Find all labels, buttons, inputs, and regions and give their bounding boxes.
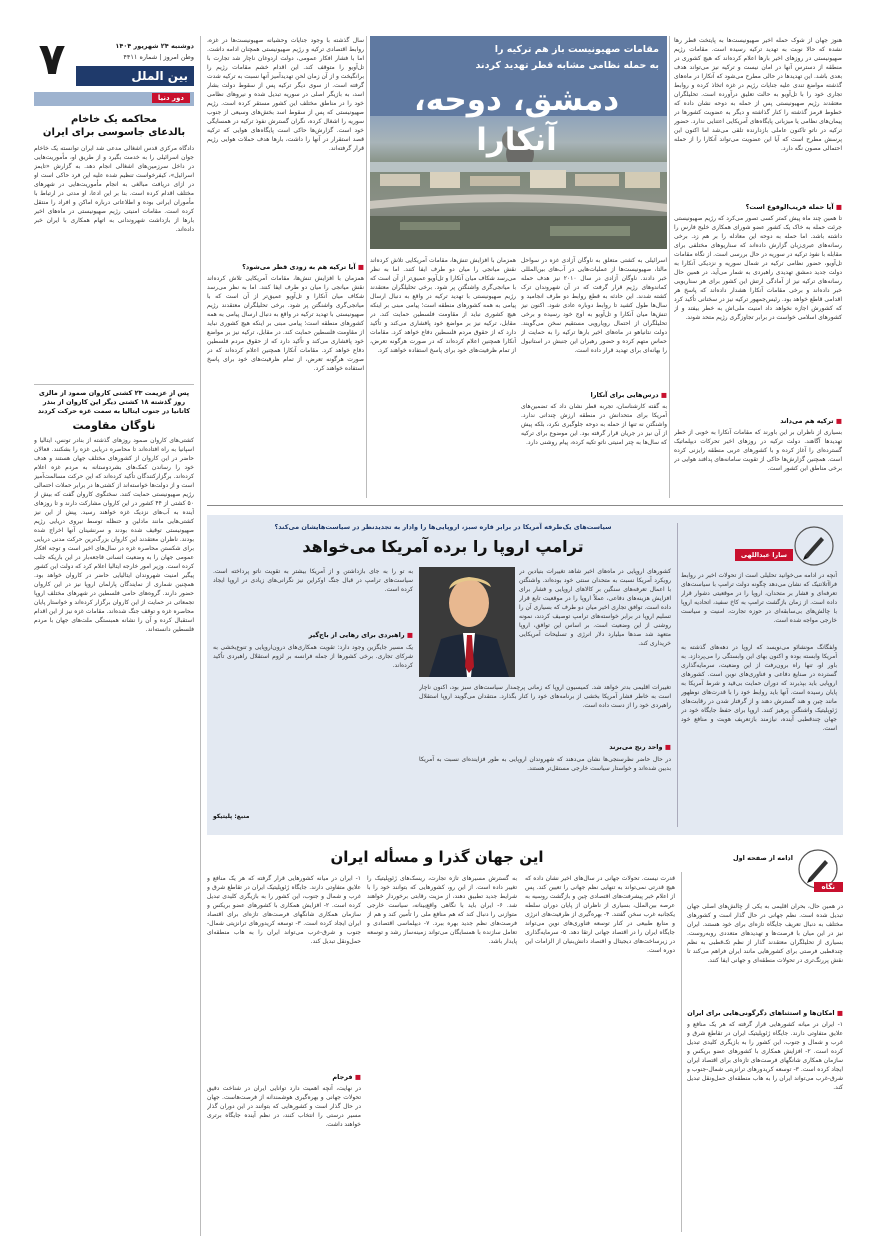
left-title-3: ناوگان مقاومت	[72, 419, 156, 432]
lead-body-mid-b: همزمان با افزایش تنش‌ها، مقامات آمریکایی تلاش کرده‌اند نقش میانجی را میان دو طرف ایفا کنند. اما به نظر می‌رسد شکاف میان آنکارا و تل‌آویو عمیق‌تر از آن است که با میانجی‌گری واشنگتن پر شود. برخی تحلیلگران معتقدند رژیم صهیونیستی با تهدید ترکیه در واقع به دنبال ارسال پیامی به همه کشورهای منطقه است؛ پیامی مبنی بر اینکه هیچ کشوری نباید از مقاومت فلسطین حمایت کند. در مقابل، ترکیه نیز بر مواضع خود پافشاری می‌کند و تأکید دارد که از حقوق مردم فلسطین دفاع خواهد کرد. مقامات آنکارا همچنین اعلام کرده‌اند که در صورت هرگونه تعرض، از تمام ظرفیت‌های خود برای پاسخ استفاده خواهند کرد.	[370, 257, 516, 354]
trump-col-mid-2: در حال حاضر نظرسنجی‌ها نشان می‌دهند که شهروندان اروپایی به طور فزاینده‌ای نسبت به آمریکا بدبین شده‌اند و خواستار سیاست خارجی مستقل‌تر هستند.	[419, 756, 671, 772]
lead-right-column	[674, 36, 842, 498]
lead-headline: دمشق، دوحه، آنکارا	[413, 82, 620, 158]
trump-col-right: کشورهای اروپایی در ماه‌های اخیر شاهد تغییرات بنیادین در رویکرد آمریکا نسبت به متحدان سنتی خود بوده‌اند. واشنگتن با اعمال تعرفه‌های سنگین بر کالاهای اروپایی و فشار برای افزایش هزینه‌های دفاعی، عملاً اروپا را در موقعیت تابع قرار داده است. توافق تجاری اخیر میان دو طرف که بسیاری آن را تسلیم اروپا در برابر خواسته‌های ترامپ توصیف کردند، نمونه روشنی از این وضعیت است. بر اساس این توافق، اروپا متعهد شد صدها میلیارد دلار انرژی و تسلیحات آمریکایی خریداری کند.	[519, 568, 671, 647]
section-tag: دور دنیا	[152, 93, 190, 103]
third-tag-text: نگاه	[821, 883, 835, 891]
third-subhead-2: ■ فرجام	[332, 1073, 361, 1081]
lead-body-mid: اسرائیلی به کشتی متعلق به ناوگان آزادی غزه در سواحل مالتا، صهیونیست‌ها از عملیات‌هایی در آب‌های بین‌المللی خبر دادند. ناوگان آزادی در سال ۲۰۱۰ نیز هدف حمله کماندوهای رژیم قرار گرفت که در آن شهروندان ترک کشته شدند. این حادثه به قطع روابط دو طرف انجامید و سال‌ها طول کشید تا روابط دوباره عادی شود. اکنون نیز تنش‌ها میان آنکارا و تل‌آویو به اوج خود رسیده و برخی تحلیلگران از احتمال رویارویی مستقیم سخن می‌گویند. دولت نتانیاهو در ماه‌های اخیر بارها ترکیه را به حمایت از حماس متهم کرده و حضور رهبران این جنبش در استانبول را بهانه‌ای برای تهدید قرار داده است.	[521, 257, 667, 354]
left-title-1b: بالدعای جاسوسی برای ایران	[42, 127, 186, 138]
lead-subhead-1: ■ آیا حمله قریب‌الوقوع است؟	[745, 203, 842, 211]
lead-body-left: سال گذشته با وجود جنایات وحشیانه صهیونیست‌ها در غزه، روابط اقتصادی ترکیه و رژیم صهیونیستی همچنان ادامه داشت. اما با فشار افکار عمومی، دولت اردوغان ناچار شد تجارت با تل‌آویو را متوقف کند. این اقدام خشم مقامات رژیم را برانگیخت و از آن زمان لحن تهدیدآمیز آنها نسبت به ترکیه شدت گرفته است. از سوی دیگر ترکیه پس از سقوط دولت بشار اسد، به بازیگر اصلی در سوریه تبدیل شده و نیروهای نظامی خود را در مناطق مختلف این کشور مستقر کرده است. رژیم صهیونیستی که پس از سقوط اسد بخش‌های وسیعی از جنوب سوریه را اشغال کرده، نگران گسترش نفوذ ترکیه در همسایگی خود است. گزارش‌ها حاکی است پایگاه‌های هوایی که ترکیه قصد استقرار در آنها را داشت، بارها هدف حملات هوایی رژیم قرار گرفته‌اند.	[207, 37, 364, 152]
section-tag-bar	[34, 92, 194, 106]
lead-kicker-1: مقامات صهیونیست باز هم ترکیه را	[494, 44, 659, 55]
date-line: دوشنبه ۲۴ شهریور ۱۴۰۴	[115, 42, 194, 50]
trump-subhead-2-text: راهبردی برای رهایی از باج‌گیر	[308, 631, 405, 639]
third-col-left-2: در نهایت، آنچه اهمیت دارد توانایی ایران در شناخت دقیق تحولات جهانی و بهره‌گیری هوشمندانه از فرصت‌هاست. جهان در حال گذار است و کشورهایی که بتوانند در این دوران گذار مسیر درستی را انتخاب کنند، در نظم آینده جایگاه برتری خواهند داشت.	[207, 1085, 361, 1128]
third-col-mid: قدرت نیست. تحولات جهانی در سال‌های اخیر نشان داده که هیچ قدرتی نمی‌تواند به تنهایی نظم جهانی را تعیین کند. پس از اعلام خبر پیشرفت‌های اقتصادی چین و بازگشت روسیه به عرصه بین‌الملل، بسیاری از ناظران از پایان دوران سلطه یکجانبه غرب سخن گفتند. ۴- بهره‌گیری از ظرفیت‌های انرژی و منابع طبیعی در کنار توسعه فناوری‌های نوین می‌تواند جایگاه ایران را در اقتصاد جهانی ارتقا دهد. ۵- سرمایه‌گذاری در زیرساخت‌های دیجیتال و اقتصاد دانش‌بنیان از الزامات این دوره است.	[525, 875, 675, 954]
left-title-2: پس از عزیمت ۲۳ کشتی کاروان صمود از مالزی روز گذشته ۱۸ کشتی دیگر این کاروان از بنذر کاتانیا در جنوب ایتالیا به سمت غزه حرکت کردند	[37, 389, 191, 415]
trump-col-left-2: یک مسیر جایگزین وجود دارد: تقویت همکاری‌های درون‌اروپایی و تنوع‌بخشی به شرکای تجاری. برخی کشورها از جمله فرانسه بر لزوم استقلال راهبردی تأکید کرده‌اند.	[213, 644, 413, 669]
trump-headline: ترامپ اروپا را برده آمریکا می‌خواهد	[302, 537, 584, 556]
trump-col-left: به تو را به جای بازداشتن و از آمریکا بیشتر به تقویت ناتو پرداخته است. سیاست‌های ترامپ در قبال جنگ اوکراین نیز نگرانی‌های زیادی در اروپا ایجاد کرده است.	[213, 568, 413, 593]
author-name: سارا عبداللهی	[740, 551, 787, 559]
lead-subhead-3-text: درس‌هایی برای آنکارا	[590, 391, 659, 399]
trump-portrait-image	[419, 567, 515, 677]
lead-body-left-2: همزمان با افزایش تنش‌ها، مقامات آمریکایی تلاش کرده‌اند نقش میانجی را میان دو طرف ایفا کنند. اما به نظر می‌رسد شکاف میان آنکارا و تل‌آویو عمیق‌تر از آن است که با میانجی‌گری واشنگتن پر شود. برخی تحلیلگران معتقدند رژیم صهیونیستی با تهدید ترکیه در واقع به دنبال ارسال پیامی به همه کشورهای منطقه است؛ پیامی مبنی بر اینکه هیچ کشوری نباید از مقاومت فلسطین حمایت کند. در مقابل، ترکیه نیز بر مواضع خود پافشاری می‌کند و تأکید دارد که از حقوق مردم فلسطین دفاع خواهد کرد. مقامات آنکارا همچنین اعلام کرده‌اند که در صورت هرگونه تعرض، از تمام ظرفیت‌های خود برای پاسخ استفاده خواهند کرد.	[207, 275, 364, 372]
lead-left-column	[207, 36, 364, 498]
left-title-1a: محاکمه یک خاخام	[71, 114, 157, 125]
third-subhead-1-text: امکان‌ها و استثناهای دگرگونی‌هایی برای ایران	[687, 1009, 835, 1017]
third-right-column	[687, 902, 843, 1232]
third-col-left-a	[207, 874, 361, 1070]
third-subhead-2-text: فرجام	[332, 1073, 353, 1081]
trump-story	[207, 515, 843, 835]
third-columnist: ادامه از صفحه اول	[732, 854, 793, 862]
lead-subhead-2: ■ ترکیه هم می‌داند	[780, 417, 842, 425]
third-subhead-1: ■ امکان‌ها و استثناهای دگرگونی‌هایی برای ایران	[687, 1009, 843, 1017]
paper-name-box	[76, 66, 194, 86]
third-headline: این جهان گذرا و مسأله ایران	[330, 848, 544, 866]
third-left-column	[207, 874, 361, 1230]
third-tag	[814, 882, 843, 892]
lead-subhead-1-text: آیا حمله قریب‌الوقوع است؟	[745, 203, 834, 211]
left-body-1: دادگاه مرکزی قدس اشغالی مدعی شد ایران توانسته یک خاخام جوان اسرائیلی را به خدمت بگیرد و از طریق او، مأموریت‌هایی در داخل سرزمین‌های اشغالی انجام دهد. به گزارش «تایمز اسرائیل»، کیفرخواست تنظیم شده علیه این فرد حاکی است او در ازای دریافت مبالغی به انجام مأموریت‌هایی در شهرهای مختلف اقدام کرده است. بنا بر این ادعا، او مدتی در ارتباط با مأموران ایرانی بوده و اطلاعاتی درباره اماکن و افراد را منتقل کرده است. مقامات امنیتی رژیم صهیونیستی در ماه‌های اخیر بارها از بازداشت شهروندانی به اتهام همکاری با ایران خبر داده‌اند.	[34, 145, 194, 233]
trump-kicker: سیاست‌های یک‌طرفه آمریکا در برابر قاره سبز، اروپایی‌ها را وادار به تجدیدنظر در سیاست‌هایشان می‌کند؟	[274, 523, 612, 531]
issue-line: وطن امروز | شماره ۴۴۱۱	[123, 53, 194, 61]
lead-subhead-2-text: ترکیه هم می‌داند	[780, 417, 834, 425]
left-column	[34, 36, 194, 1236]
lead-subhead-4: ■ آیا ترکیه هم به زودی قطر می‌شود؟	[242, 263, 364, 271]
author-box	[681, 523, 837, 823]
trump-photo	[419, 567, 515, 677]
author-header	[681, 523, 837, 571]
page-number: ۷	[38, 34, 66, 85]
lead-body-right-2: تا همین چند ماه پیش کمتر کسی تصور می‌کرد که رژیم صهیونیستی جرئت حمله به خاک یک کشور عضو شورای همکاری خلیج فارس را داشته باشد. اما حمله به دوحه این معادله را بر هم زد. برخی رسانه‌های عبری‌زبان گزارش داده‌اند که سناریوهای مختلفی برای مقابله با نفوذ ترکیه در سوریه در حال بررسی است. از نگاه مقامات تل‌آویو، حضور نظامی ترکیه در شمال سوریه و نزدیکی آنکارا به دولت جدید دمشق تهدیدی راهبردی به شمار می‌آید. در همین حال رسانه‌های ترکیه نیز از آمادگی ارتش این کشور برای هر سناریویی خبر داده‌اند و برخی مقامات آنکارا هشدار داده‌اند که پاسخ هر اقدامی قاطع خواهد بود. رئیس‌جمهور ترکیه نیز در سخنانی تأکید کرد که کشورش اجازه نخواهد داد امنیت ملی‌اش به خطر بیفتد و از کشورهای اسلامی خواست در برابر تجاوزگری رژیم متحد شوند.	[674, 215, 842, 321]
lead-mid-column	[521, 256, 667, 498]
author-intro: آنچه در ادامه می‌خوانید تحلیلی است از تحولات اخیر در روابط فراآتلانتیک که نشان می‌دهد چگونه دولت ترامپ با سیاست‌های تعرفه‌ای و فشار بر متحدان، اروپا را در موقعیتی دشوار قرار داده است. از زمان بازگشت ترامپ به کاخ سفید، اتحادیه اروپا با چالش‌های بی‌سابقه‌ای در حوزه تجارت، امنیت و سیاست خارجی مواجه شده است.	[681, 572, 837, 624]
lead-body-right-3: بسیاری از ناظران بر این باورند که مقامات آنکارا به خوبی از خطر تهدیدها آگاهند. دولت ترکیه در روزهای اخیر تحرکات دیپلماتیک گسترده‌ای را آغاز کرده و با کشورهای عربی منطقه رایزنی کرده است. همچنین گزارش‌ها حاکی از تقویت سامانه‌های پدافند هوایی در برخی مناطق این کشور است.	[674, 429, 842, 472]
lead-body-mid-2: به گفته کارشناسان، تجربه قطر نشان داد که تضمین‌های آمریکا برای متحدانش در منطقه ارزش چندانی ندارد. واشنگتن نه تنها از حمله به دوحه جلوگیری نکرد، بلکه پیش از آن نیز در جریان قرار گرفته بود. این موضوع برای ترکیه که سال‌ها به چتر امنیتی ناتو تکیه کرده، پیام روشنی دارد.	[521, 403, 667, 446]
lead-subhead-3: ■ درس‌هایی برای آنکارا	[590, 391, 667, 399]
lead-subhead-4-text: آیا ترکیه هم به زودی قطر می‌شود؟	[242, 263, 356, 271]
trump-subhead-2: ■ راهبردی برای رهایی از باج‌گیر	[308, 631, 413, 639]
trump-col-far: ولفگانگ مونشائو می‌نویسد که اروپا در دهه‌های گذشته به آمریکا وابسته بوده و اکنون بهای این وابستگی را می‌پردازد. به باور او، تنها راه برون‌رفت از این وضعیت، سرمایه‌گذاری گسترده در صنایع دفاعی و فناوری‌های نوین است. کشورهای اروپایی باید بپذیرند که دوران حمایت بی‌قید و شرط آمریکا به پایان رسیده است. آنها باید روابط خود را با قدرت‌های نوظهور مانند چین و هند گسترش دهند و از گرفتار شدن در رقابت‌های ژئوپلیتیک واشنگتن پرهیز کنند. اروپا برای حفظ جایگاه خود در جهان چندقطبی آینده، نیازمند بازتعریف هویت و منافع خود است.	[681, 644, 837, 732]
third-col-left-a-text: ۱- ایران در میانه کشورهایی قرار گرفته که هر یک منافع و علایق متفاوتی دارند. جایگاه ژئوپلیتیک ایران در تقاطع شرق و غرب و شمال و جنوب، این کشور را به بازیگری کلیدی تبدیل کرده است. ۲- افزایش همکاری با کشورهای عضو بریکس و سازمان همکاری شانگهای فرصت‌های تازه‌ای برای اقتصاد ایران ایجاد کرده است. ۳- توسعه کریدورهای ترانزیتی شمال-جنوب و شرق-غرب می‌تواند ایران را به هاب منطقه‌ای حمل‌ونقل تبدیل کند.	[207, 875, 361, 945]
trump-subhead-1: ■ واحد رنج می‌برند	[609, 743, 671, 751]
left-body-2: کشتی‌های کاروان صمود روزهای گذشته از بنادر تونس، ایتالیا و اسپانیا به راه افتاده‌اند تا محاصره دریایی غزه را بشکنند. فعالان حاضر در این کاروان از کشورهای مختلف جهان هستند و هدف خود را رساندن کمک‌های بشردوستانه به مردم غزه اعلام کرده‌اند. برگزارکنندگان تأکید کرده‌اند که این حرکت مسالمت‌آمیز است و از دولت‌ها خواسته‌اند از کشتی‌ها در برابر حملات احتمالی رژیم صهیونیستی حمایت کنند. سخنگوی کاروان گفت که بیش از ۵۰ کشتی از ۴۴ کشور در این کاروان مشارکت دارند و تا روزهای آینده به آب‌های نزدیک غزه خواهند رسید. پیش از این نیز کشتی‌هایی مانند مادلین و حنظله توسط نیروی دریایی رژیم صهیونیستی توقیف شده بودند و سرنشینان آنها اخراج شده بودند. ناظران معتقدند این کاروان بزرگ‌ترین حرکت مدنی دریایی برای شکستن محاصره غزه در سال‌های اخیر است و توجه افکار عمومی جهان را به وضعیت انسانی فاجعه‌بار در این باریکه جلب کرده است. وزیر امور خارجه ایتالیا اعلام کرد که دولت این کشور پیگیر امنیت شهروندان ایتالیایی حاضر در کاروان خواهد بود. همچنین شماری از نمایندگان پارلمان اروپا نیز در این کاروان حضور دارند. گروه‌های حامی فلسطین در شهرهای مختلف اروپا تجمعاتی در حمایت از این کاروان برگزار کرده‌اند و خواستار پایان محاصره غزه و توقف جنگ شده‌اند. مقامات غزه نیز از این اقدام استقبال کرده و آن را نشانه همبستگی ملت‌های جهان با مردم فلسطین دانسته‌اند.	[34, 437, 194, 633]
third-story	[207, 842, 843, 1236]
author-name-tag	[735, 549, 793, 561]
paper-name: بین الملل	[131, 69, 188, 83]
third-col-right-2: ۱- ایران در میانه کشورهایی قرار گرفته که هر یک منافع و علایق متفاوتی دارند. جایگاه ژئوپلیتیک ایران در تقاطع شرق و غرب و شمال و جنوب، این کشور را به بازیگری کلیدی تبدیل کرده است. ۲- افزایش همکاری با کشورهای عضو بریکس و سازمان همکاری شانگهای فرصت‌های تازه‌ای برای اقتصاد ایران ایجاد کرده است. ۳- توسعه کریدورهای ترانزیتی شمال-جنوب و شرق-غرب می‌تواند ایران را به هاب منطقه‌ای حمل‌ونقل تبدیل کند.	[687, 1021, 843, 1091]
lead-kicker-2: به حمله نظامی مشابه قطر تهدید کردند	[475, 60, 659, 71]
trump-source: منبع: پلیتیکو	[213, 813, 250, 820]
third-tag-box	[687, 844, 843, 898]
trump-subhead-1-text: واحد رنج می‌برند	[609, 743, 663, 751]
pen-icon	[793, 525, 835, 567]
lead-photo	[370, 36, 667, 249]
lead-body-right: هنوز جهان از شوک حمله اخیر صهیونیست‌ها به پایتخت قطر رها نشده که حالا نوبت به تهدید ترکیه رسیده است. مقامات رژیم صهیونیستی در روزهای اخیر بارها اعلام کرده‌اند که هیچ کشوری در منطقه از دسترس آنها در امان نیست و ترکیه نیز می‌تواند هدف بعدی باشد. این تهدیدها در حالی مطرح می‌شود که آنکارا در ماه‌های گذشته مواضع تندی علیه جنایات رژیم در غزه اتخاذ کرده و روابط تجاری خود را با تل‌آویو به حالت تعلیق درآورده است. تحلیلگران معتقدند رژیم صهیونیستی پس از حمله به دوحه نشان داده که خطوط قرمز گذشته را کنار گذاشته و دیگر به عضویت کشورها در پیمان‌های نظامی یا میزبانی پایگاه‌های آمریکایی اعتنایی ندارد. حضور ترکیه در ناتو تاکنون عاملی بازدارنده تلقی می‌شد اما اکنون این پرسش مطرح است که آیا این عضویت می‌تواند آنکارا را از حمله احتمالی مصون نگه دارد.	[674, 37, 842, 152]
masthead	[34, 36, 194, 90]
lead-mid-column-2	[370, 256, 516, 498]
trump-col-mid: تغییرات اقلیمی بدتر خواهد شد. کمیسیون اروپا که زمانی پرچمدار سیاست‌های سبز بود، اکنون ناچار است به خاطر فشار آمریکا بخشی از برنامه‌های خود را کنار بگذارد. منتقدان می‌گویند اروپا استقلال راهبردی خود را از دست داده است.	[419, 684, 671, 709]
third-col-right: در همین حال، بحران اقلیمی به یکی از چالش‌های اصلی جهان تبدیل شده است. نظم جهانی در حال گذار است و کشورهای مختلف به دنبال تعریف جایگاه تازه‌ای برای خود هستند. ایران نیز در این میان با فرصت‌ها و تهدیدهای متعددی روبه‌روست. بسیاری از تحلیلگران معتقدند گذار از نظم تک‌قطبی به نظم چندقطبی فرصتی برای کشورهایی مانند ایران فراهم می‌کند تا نقش پررنگ‌تری در تحولات منطقه‌ای و جهانی ایفا کنند.	[687, 903, 843, 964]
third-col-mid-b: به گسترش مسیرهای تازه تجارت، ریسک‌های ژئوپلیتیک را تغییر داده است. از این رو، کشورهایی که بتوانند خود را با شرایط جدید تطبیق دهند، از مزیت رقابتی برخوردار خواهند شد. ۶- ایران باید با نگاهی واقع‌بینانه، سیاست خارجی متوازنی را دنبال کند که هم منافع ملی را تأمین کند و هم از فرصت‌های نظم جدید بهره ببرد. ۷- دیپلماسی اقتصادی و تعامل سازنده با همسایگان می‌تواند زمینه‌ساز رشد و توسعه پایدار باشد.	[367, 875, 517, 945]
